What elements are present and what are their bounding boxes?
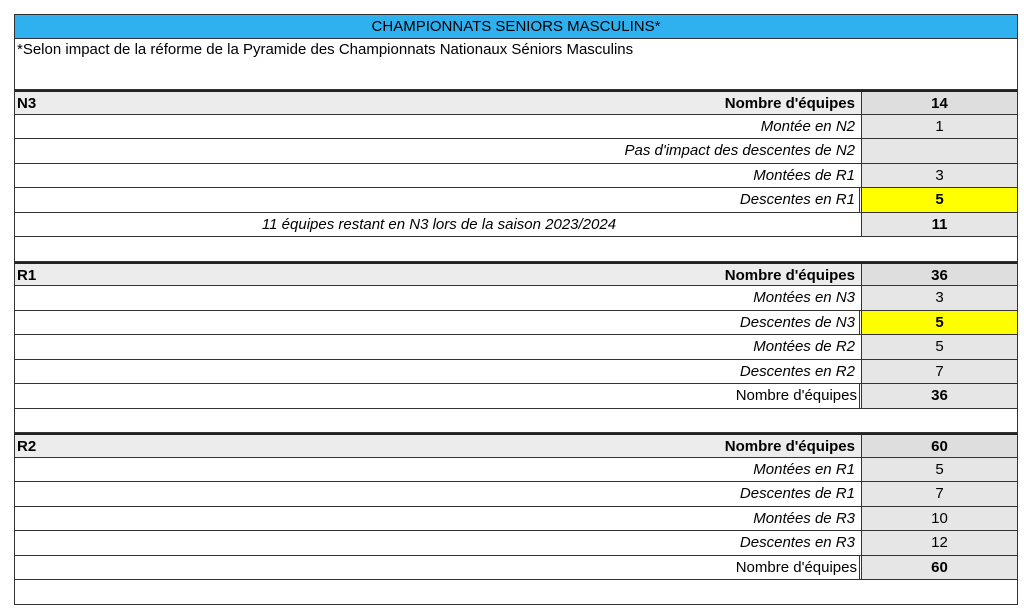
row-label: Montées de R1 [753,166,855,184]
row-value: 3 [861,164,1017,188]
r2-total-label: Nombre d'équipes [735,558,857,576]
row-label: Montée en N2 [760,117,855,135]
n3-total-label: 11 équipes restant en N3 lors de la saison 2023/2024 [261,215,617,233]
table-row [14,335,1018,360]
n3-total-row [14,213,1018,238]
r2-header-value: 60 [861,435,1017,457]
r1-total-label: Nombre d'équipes [735,387,857,404]
row-value [861,139,1017,163]
table-row [14,458,1018,483]
table-row [14,286,1018,311]
table-row [14,188,1018,213]
row-value: 7 [861,482,1017,506]
r1-section-label: R1 [17,266,37,284]
row-label: Montées de R3 [753,509,855,527]
n3-header-row [14,90,1018,115]
row-label: Descentes en R3 [739,534,855,551]
table-note: *Selon impact de la réforme de la Pyramide des Championnats Nationaux Séniors Masculins [14,39,1018,90]
r1-total-value: 36 [861,384,1017,408]
r2-header-row [14,433,1018,458]
r1-header-label: Nombre d'équipes [724,266,855,284]
row-label: Descentes en R1 [739,191,855,208]
blank-row [14,237,1018,262]
row-label: Montées de R2 [753,338,855,355]
row-label: Descentes de N3 [739,313,855,331]
blank-row [14,580,1018,605]
r1-header-value: 36 [861,264,1017,286]
row-value: 7 [861,360,1017,384]
n3-header-label: Nombre d'équipes [724,95,855,112]
row-value: 3 [861,286,1017,310]
table-row [14,360,1018,385]
r2-section-label: R2 [17,438,37,455]
row-label: Montées en R1 [753,460,855,478]
r2-total-value: 60 [861,556,1017,580]
row-label: Montées en N3 [753,289,855,306]
n3-section-label: N3 [17,95,37,112]
championship-table [14,14,1018,605]
table-row [14,311,1018,336]
r1-header-row [14,262,1018,287]
n3-header-value: 14 [861,92,1017,114]
highlighted-value: 5 [861,188,1017,212]
highlighted-value: 5 [861,311,1017,335]
table-row [14,115,1018,140]
n3-total-value: 11 [861,213,1017,237]
r2-total-row [14,556,1018,581]
r2-header-label: Nombre d'équipes [724,438,855,455]
row-value: 5 [861,458,1017,482]
row-value: 10 [861,507,1017,531]
row-value: 5 [861,335,1017,359]
blank-row [14,409,1018,434]
table-title: CHAMPIONNATS SENIORS MASCULINS* [14,14,1018,39]
row-value: 1 [861,115,1017,139]
row-label: Descentes en R2 [739,362,855,380]
row-label: Pas d'impact des descentes de N2 [624,142,855,159]
row-label: Descentes de R1 [739,485,855,502]
table-row [14,482,1018,507]
table-row [14,164,1018,189]
r1-total-row [14,384,1018,409]
table-row [14,531,1018,556]
row-value: 12 [861,531,1017,555]
table-row [14,139,1018,164]
table-row [14,507,1018,532]
